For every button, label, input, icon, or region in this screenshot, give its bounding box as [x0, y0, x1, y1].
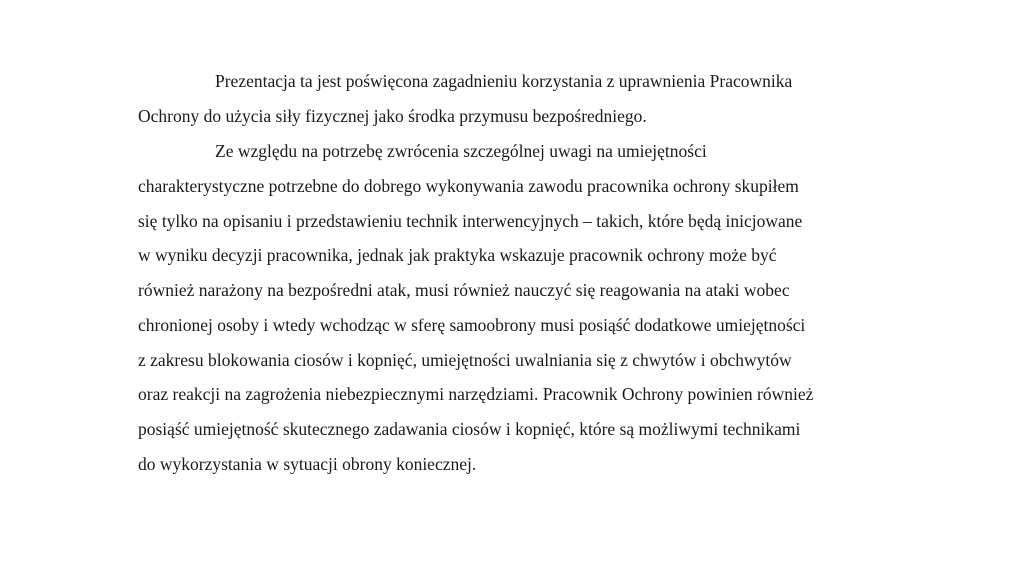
paragraph-2-line-10: do wykorzystania w sytuacji obrony koniecznej.: [138, 454, 477, 474]
paragraph-1-line-2: Ochrony do użycia siły fizycznej jako środka przymusu bezpośredniego.: [138, 106, 647, 126]
paragraph-2-line-1: Ze względu na potrzebę zwrócenia szczególnej uwagi na umiejętności: [215, 141, 707, 161]
paragraph-2-line-4: w wyniku decyzji pracownika, jednak jak praktyka wskazuje pracownik ochrony może być: [138, 245, 777, 265]
paragraph-2-line-7: z zakresu blokowania ciosów i kopnięć, umiejętności uwalniania się z chwytów i obchwytów: [138, 350, 792, 370]
paragraph-2-line-2: charakterystyczne potrzebne do dobrego wykonywania zawodu pracownika ochrony skupiłem: [138, 176, 799, 196]
paragraph-1-line-1: Prezentacja ta jest poświęcona zagadnieniu korzystania z uprawnienia Pracownika: [215, 71, 793, 91]
paragraph-2-line-5: również narażony na bezpośredni atak, musi również nauczyć się reagowania na ataki wobec: [138, 280, 790, 300]
paragraph-2-line-9: posiąść umiejętność skutecznego zadawania ciosów i kopnięć, które są możliwymi technikami: [138, 419, 801, 439]
paragraph-2-line-8: oraz reakcji na zagrożenia niebezpiecznymi narzędziami. Pracownik Ochrony powinien również: [138, 384, 814, 404]
paragraph-2-line-3: się tylko na opisaniu i przedstawieniu technik interwencyjnych – takich, które będą inicjowane: [138, 211, 803, 231]
paragraph-2-line-6: chronionej osoby i wtedy wchodząc w sferę samoobrony musi posiąść dodatkowe umiejętności: [138, 315, 806, 335]
